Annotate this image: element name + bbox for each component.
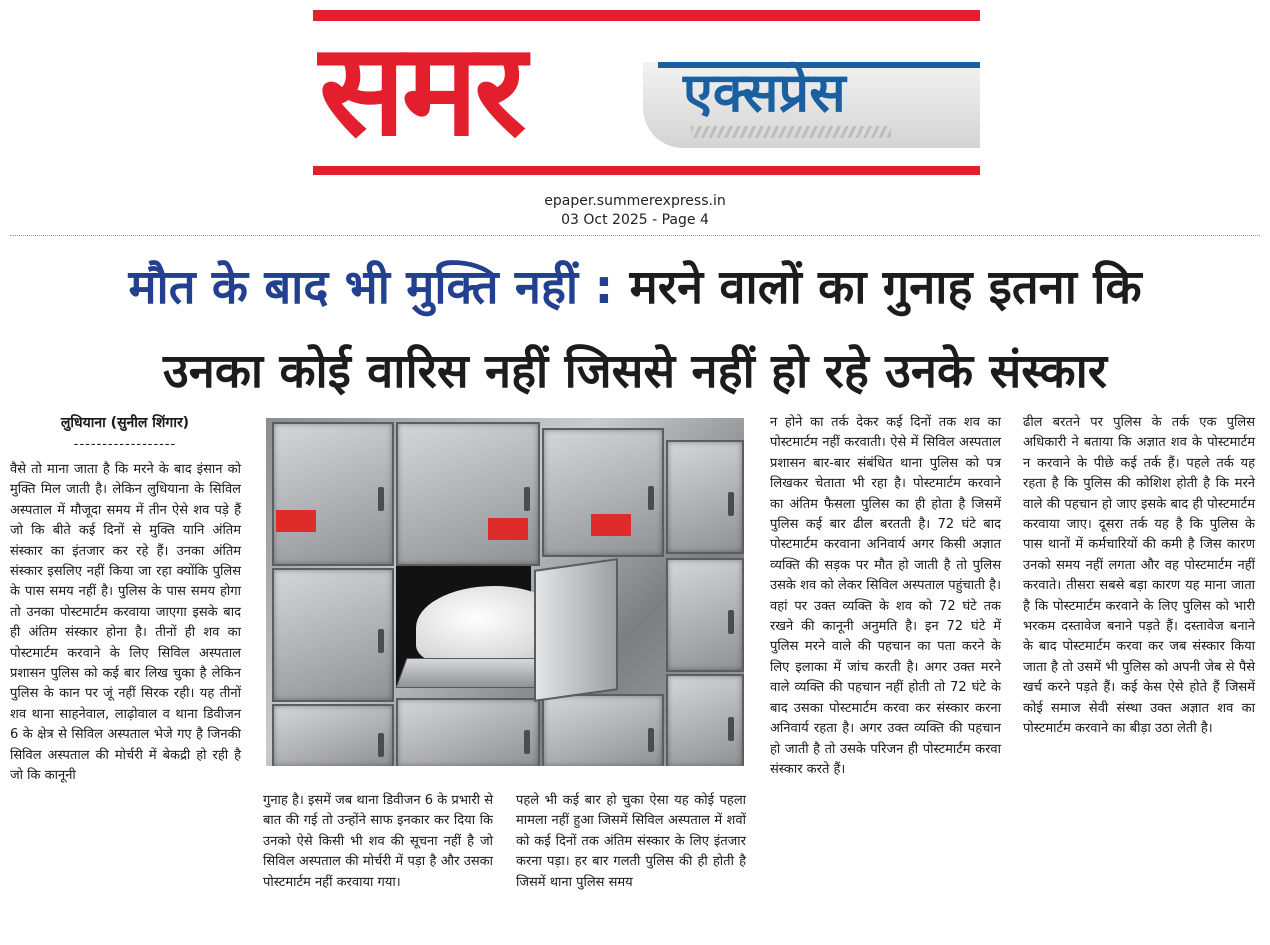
cabinet-door xyxy=(396,422,540,566)
article-column-4: न होने का तर्क देकर कई दिनों तक शव का पोस्टमार्टम नहीं करवाती। ऐसे में सिविल अस्पताल प्रशासन बार-बार संबंधित थाना पुलिस को पत्र लिखकर चेताता भी रहा है। पोस्टमार्टम करवाने का अंतिम फैसला पुलिस का ही होता है जिसमें पुलिस कई बार ढील बरतती है। 72 घंटे बाद पोस्टमार्टम करवाना अनिवार्य अगर किसी अज्ञात व्यक्ति की सड़क पर मौत हो जाती है तो पुलिस उसके शव को लेकर सिविल अस्पताल पहुंचाती है। वहां पर उक्त व्यक्ति के शव को 72 घंटे तक रखने की कानूनी अनुमति है। इन 72 घंटे में पुलिस मरने वाले की पहचान का पता करने के लिए इलाका में जांच करती है। अगर उक्त मरने वाले व्यक्ति की पहचान नहीं होती तो 72 घंटे के बाद उसका पोस्टमार्टम करवा कर संस्कार करना अनिवार्य रहता है। अगर उक्त व्यक्ति की पहचान हो जाती है तो उसके परिजन ही पोस्टमार्टम करवा संस्कार करते हैं। xyxy=(770,415,1001,777)
cabinet-door xyxy=(666,558,744,672)
article-headline xyxy=(0,246,1270,414)
masthead-logo xyxy=(313,10,980,175)
open-cabinet-door xyxy=(534,558,618,702)
red-label-tag xyxy=(488,518,528,540)
article-column-5: ढील बरतने पर पुलिस के तर्क एक पुलिस अधिकारी ने बताया कि अज्ञात शव के पोस्टमार्टम न करवाने के पीछे कई तर्क हैं। पहले तर्क यह रहता है कि पुलिस की कोशिश होती है कि मरने वाले की पहचान हो जाए इसके बाद ही पोस्टमार्टम करवाया जाए। दूसरा तर्क यह है कि पुलिस के पास थानों में कर्मचारियों की कमी है जिस कारण उनको समय नहीं लगता और वह पोस्टमार्टम नहीं करवाते। तीसरा सबसे बड़ा कारण यह माना जाता है कि पोस्टमार्टम करवाने के लिए पुलिस को भारी भरकम दस्तावेज बनाने पड़ते हैं। दस्तावेज बनाने के बाद पोस्टमार्टम करवा कर जब संस्कार किया जाता है तो उसमें भी पुलिस को अपनी जेब से पैसे खर्च करने पड़ते हैं। कई केस ऐसे होते हैं जिसमें कोई समाज सेवी संस्था उक्त अज्ञात शव का पोस्टमार्टम करवाने का बीड़ा उठा लेती है। xyxy=(1023,415,1255,737)
headline-line-1 xyxy=(0,246,1270,330)
masthead-subtitle: एक्सप्रेस xyxy=(683,61,846,124)
headline-separator: : xyxy=(578,260,630,315)
article-column-3: पहले भी कई बार हो चुका ऐसा यह कोई पहला मामला नहीं हुआ जिसमें सिविल अस्पताल में शवों को कई दिनों तक अंतिम संस्कार के लिए इंतजार करना पड़ा। हर बार गलती पुलिस की ही होती है जिसमें थाना पुलिस समय xyxy=(516,793,746,890)
byline: लुधियाना (सुनील शिंगार) xyxy=(60,415,190,431)
epaper-meta xyxy=(0,192,1270,230)
masthead-bottom-bar xyxy=(313,166,980,175)
masthead-brand-text: समर xyxy=(319,16,523,165)
headline-kicker: मौत के बाद भी मुक्ति नहीं xyxy=(128,260,579,315)
headline-line-2: उनका कोई वारिस नहीं जिससे नहीं हो रहे उनके संस्कार xyxy=(162,344,1107,399)
cabinet-door xyxy=(272,704,394,766)
cabinet-door xyxy=(272,422,394,566)
cabinet-door xyxy=(542,694,664,766)
byline-rule: ------------------ xyxy=(73,437,177,452)
cursor-arrow-icon: ↖ xyxy=(861,20,873,36)
headline-main: मरने वालों का गुनाह इतना कि xyxy=(629,260,1142,315)
cabinet-door xyxy=(542,428,664,557)
cabinet-door xyxy=(666,440,744,554)
article-column-2: गुनाह है। इसमें जब थाना डिवीजन 6 के प्रभारी से बात की गई तो उन्होंने साफ इनकार कर दिया कि उनको ऐसे किसी भी शव की सूचना नहीं है जो सिविल अस्पताल की मोर्चरी में पड़ा है और उसका पोस्टमार्टम नहीं करवाया गया। xyxy=(263,793,493,890)
epaper-date-page: 03 Oct 2025 - Page 4 xyxy=(561,212,709,228)
masthead-url: www.summerexpress.in xyxy=(701,23,863,37)
article-column-1: वैसे तो माना जाता है कि मरने के बाद इंसान को मुक्ति मिल जाती है। लेकिन लुधियाना के सिविल अस्पताल में मौजूदा समय में तीन ऐसे शव पड़े हैं जो कि बीते कई दिनों से मुक्ति यानि अंतिम संस्कार का इंतजार कर रहे हैं। उनका अंतिम संस्कार इसलिए नहीं किया जा रहा क्योंकि पुलिस के पास समय नहीं है। पुलिस के पास समय होगा तो उनका पोस्टमार्टम करवाया जाएगा इसके बाद ही अंतिम संस्कार होना है। तीनों ही शव का पोस्टमार्टम करवाने के लिए सिविल अस्पताल प्रशासन पुलिस को कई बार लिख चुका है लेकिन पुलिस के कान पर जूं नहीं सिरक रही। यह तीनों शव थाना साहनेवाल, लाढ़ोवाल व थाना डिवीजन 6 के क्षेत्र से सिविल अस्पताल भेजे गए है जिनकी सिविल अस्पताल की मोर्चरी में बेकद्री हो रही है जो कि कानूनी xyxy=(10,462,241,784)
top-divider xyxy=(10,235,1260,237)
cabinet-door xyxy=(272,568,394,702)
masthead-stripes xyxy=(691,126,891,138)
red-label-tag xyxy=(276,510,316,532)
mortuary-photo xyxy=(266,418,744,766)
red-label-tag xyxy=(591,514,631,536)
cabinet-door xyxy=(396,698,540,766)
cabinet-door xyxy=(666,674,744,766)
epaper-site: epaper.summerexpress.in xyxy=(544,193,726,209)
